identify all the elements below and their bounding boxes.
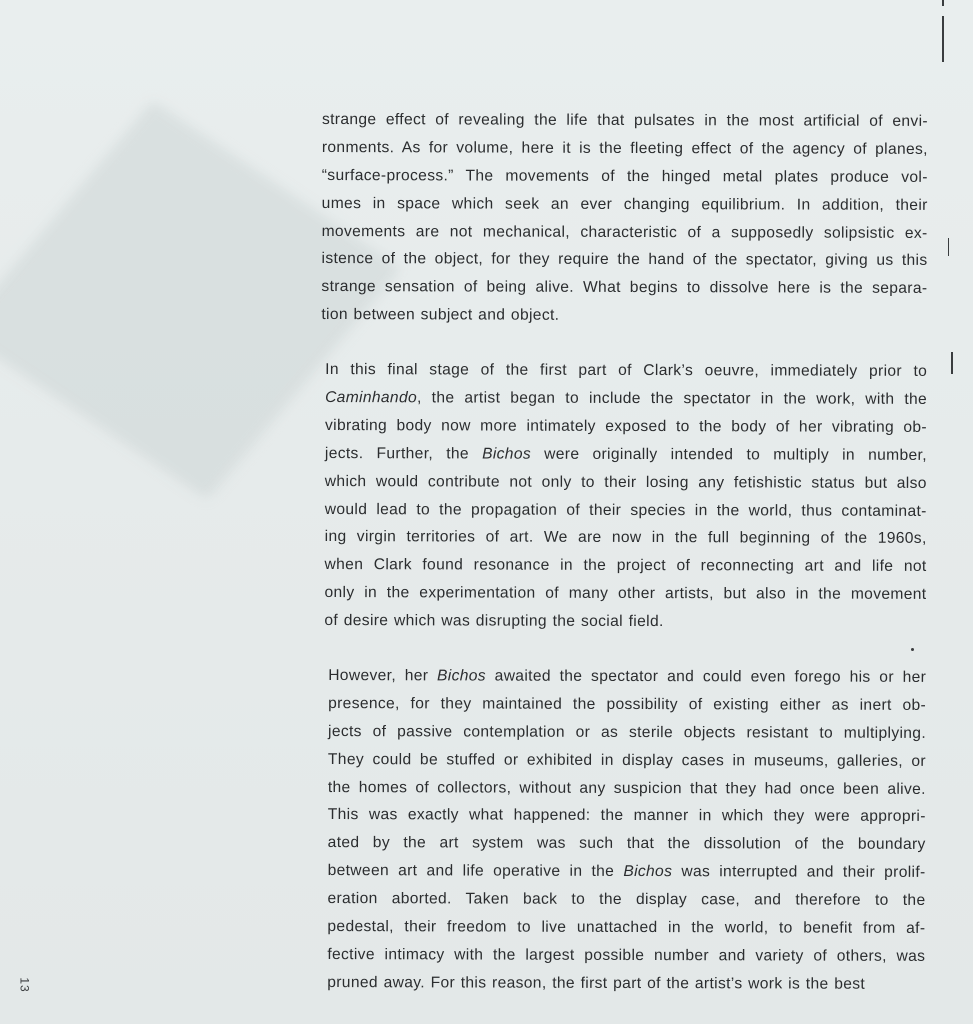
text-line: ated by the art system was such that the dissolution of the boundary	[327, 834, 926, 854]
margin-mark	[951, 352, 953, 374]
paragraph	[327, 662, 926, 999]
text-line: movements are not mechanical, characteristic of a supposedly solipsistic ex-	[321, 222, 928, 242]
page-number: 13	[17, 977, 32, 993]
text-line: Caminhando, the artist began to include the spectator in the work, with the	[325, 389, 928, 408]
text-line: pruned away. For this reason, the first part of the artist’s work is the best	[327, 973, 866, 993]
text-line: jects. Further, the Bichos were originally intended to multiply in number,	[324, 444, 927, 464]
text-line: However, her Bichos awaited the spectator and could even forego his or her	[328, 667, 927, 686]
text-line: fective intimacy with the largest possible number and variety of others, was	[327, 945, 926, 965]
italic-title: Bichos	[623, 863, 673, 881]
text-line: istence of the object, for they require the hand of the spectator, giving us this	[321, 250, 928, 270]
text-line: strange sensation of being alive. What begins to dissolve here is the separa-	[321, 278, 928, 298]
paragraph	[324, 356, 927, 637]
text-line: vibrating body now more intimately exposed to the body of her vibrating ob-	[324, 416, 928, 436]
text-line: This was exactly what happened: the manner in which they were appropri-	[327, 806, 926, 826]
text-line: eration aborted. Taken back to the display case, and therefore to the	[327, 890, 926, 910]
text-line: jects of passive contemplation or as sterile objects resistant to multiplying.	[328, 722, 927, 742]
paragraph	[321, 106, 928, 331]
text-line: ing virgin territories of art. We are now in the full beginning of the 1960s,	[324, 528, 927, 548]
text-line: strange effect of revealing the life that pulsates in the most artificial of envi-	[321, 110, 928, 130]
margin-mark	[942, 16, 944, 62]
text-line: “surface-process.” The movements of the hinged metal plates produce vol-	[321, 166, 928, 186]
italic-title: Caminhando	[325, 389, 418, 407]
italic-title: Bichos	[437, 667, 486, 685]
text-line: umes in space which seek an ever changing equilibrium. In addition, their	[321, 194, 928, 214]
text-line: tion between subject and object.	[321, 306, 560, 324]
text-line: They could be stuffed or exhibited in display cases in museums, galleries, or	[327, 750, 926, 770]
text-line: when Clark found resonance in the project of reconnecting art and life not	[324, 556, 927, 576]
margin-mark	[948, 238, 949, 256]
text-line: between art and life operative in the Bichos was interrupted and their prolif-	[327, 862, 926, 882]
text-line: In this final stage of the first part of Clark’s oeuvre, immediately prior to	[325, 361, 928, 381]
margin-mark	[942, 0, 944, 6]
text-line: of desire which was disrupting the social field.	[324, 612, 664, 631]
text-line: which would contribute not only to their losing any fetishistic status but also	[324, 472, 927, 492]
body-text	[319, 106, 928, 1024]
text-line: presence, for they maintained the possibility of existing either as inert ob-	[328, 694, 927, 714]
text-line: only in the experimentation of many other artists, but also in the movement	[324, 584, 927, 604]
italic-title: Bichos	[482, 445, 532, 463]
text-line: ronments. As for volume, here it is the fleeting effect of the agency of planes,	[321, 138, 928, 158]
text-line: would lead to the propagation of their species in the world, thus contaminat-	[324, 500, 927, 520]
text-line: the homes of collectors, without any suspicion that they had once been alive.	[327, 778, 926, 798]
text-line: pedestal, their freedom to live unattached in the world, to benefit from af-	[327, 918, 926, 937]
